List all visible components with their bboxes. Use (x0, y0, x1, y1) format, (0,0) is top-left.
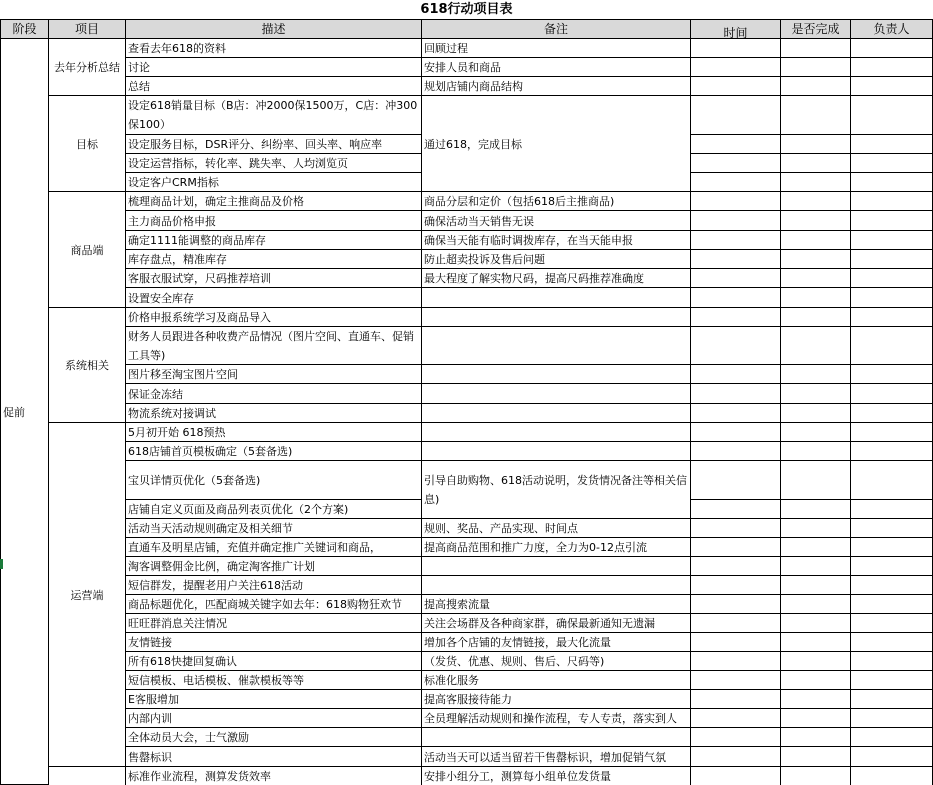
owner-cell[interactable] (851, 250, 933, 269)
time-cell[interactable] (691, 671, 781, 690)
note-cell[interactable] (422, 365, 691, 384)
done-cell[interactable] (781, 633, 851, 652)
owner-cell[interactable] (851, 671, 933, 690)
time-cell[interactable] (691, 58, 781, 77)
owner-cell[interactable] (851, 173, 933, 192)
phase-cell[interactable] (0, 39, 49, 785)
desc-cell[interactable]: 确定1111能调整的商品库存 (126, 231, 422, 250)
time-cell[interactable] (691, 519, 781, 538)
time-cell[interactable] (691, 557, 781, 576)
note-cell[interactable]: 确保当天能有临时调拨库存，在当天能申报 (422, 231, 691, 250)
time-cell[interactable] (691, 250, 781, 269)
note-cell[interactable]: 引导自助购物、618活动说明，发货情况备注等相关信息) (422, 461, 691, 519)
note-cell[interactable]: 安排人员和商品 (422, 58, 691, 77)
desc-cell[interactable]: 库存盘点，精准库存 (126, 250, 422, 269)
owner-cell[interactable] (851, 192, 933, 211)
desc-cell[interactable]: 设定618销量目标（B店：冲2000保1500万，C店：冲300保100） (126, 96, 422, 135)
done-cell[interactable] (781, 269, 851, 288)
done-cell[interactable] (781, 365, 851, 384)
done-cell[interactable] (781, 404, 851, 423)
owner-cell[interactable] (851, 135, 933, 154)
time-cell[interactable] (691, 192, 781, 211)
owner-cell[interactable] (851, 404, 933, 423)
desc-cell[interactable]: 图片移至淘宝图片空间 (126, 365, 422, 384)
time-cell[interactable] (691, 652, 781, 671)
time-cell[interactable] (691, 173, 781, 192)
owner-cell[interactable] (851, 58, 933, 77)
done-cell[interactable] (781, 519, 851, 538)
done-cell[interactable] (781, 288, 851, 308)
time-cell[interactable] (691, 308, 781, 327)
desc-cell[interactable]: 宝贝详情页优化（5套备选) (126, 461, 422, 500)
time-cell[interactable] (691, 576, 781, 595)
time-cell[interactable] (691, 728, 781, 747)
owner-cell[interactable] (851, 77, 933, 96)
note-cell[interactable]: 最大程度了解实物尺码，提高尺码推荐准确度 (422, 269, 691, 288)
done-cell[interactable] (781, 690, 851, 709)
done-cell[interactable] (781, 500, 851, 519)
note-cell[interactable]: 确保活动当天销售无误 (422, 211, 691, 231)
owner-cell[interactable] (851, 576, 933, 595)
desc-cell[interactable]: 总结 (126, 77, 422, 96)
owner-cell[interactable] (851, 231, 933, 250)
desc-cell[interactable]: 店铺自定义页面及商品列表页优化（2个方案) (126, 500, 422, 519)
header-done: 是否完成 (781, 19, 851, 39)
header-notes: 备注 (422, 19, 691, 39)
done-cell[interactable] (781, 595, 851, 614)
group-cell[interactable] (49, 767, 126, 785)
desc-cell[interactable]: 价格申报系统学习及商品导入 (126, 308, 422, 327)
note-cell[interactable]: 活动当天可以适当留若干售罄标识，增加促销气氛 (422, 747, 691, 767)
done-cell[interactable] (781, 173, 851, 192)
desc-cell[interactable]: 客服衣服试穿，尺码推荐培训 (126, 269, 422, 288)
desc-cell[interactable]: 讨论 (126, 58, 422, 77)
owner-cell[interactable] (851, 519, 933, 538)
group-cell[interactable]: 目标 (49, 96, 126, 192)
desc-cell[interactable]: 设置安全库存 (126, 288, 422, 308)
note-cell[interactable] (422, 557, 691, 576)
group-cell[interactable]: 商品端 (49, 192, 126, 308)
done-cell[interactable] (781, 192, 851, 211)
owner-cell[interactable] (851, 269, 933, 288)
done-cell[interactable] (781, 308, 851, 327)
owner-cell[interactable] (851, 614, 933, 633)
owner-cell[interactable] (851, 384, 933, 404)
desc-cell[interactable]: 保证金冻结 (126, 384, 422, 404)
owner-cell[interactable] (851, 442, 933, 461)
done-cell[interactable] (781, 77, 851, 96)
desc-cell[interactable]: 售罄标识 (126, 747, 422, 767)
owner-cell[interactable] (851, 500, 933, 519)
note-cell[interactable]: 提高客服接待能力 (422, 690, 691, 709)
note-cell[interactable] (422, 384, 691, 404)
done-cell[interactable] (781, 767, 851, 785)
done-cell[interactable] (781, 135, 851, 154)
note-cell[interactable] (422, 308, 691, 327)
note-cell[interactable]: 全员理解活动规则和操作流程，专人专责，落实到人 (422, 709, 691, 728)
time-cell[interactable] (691, 269, 781, 288)
note-cell[interactable]: 安排小组分工，测算每小组单位发货量 (422, 767, 691, 785)
time-cell[interactable] (691, 384, 781, 404)
header-time: 时间 (691, 19, 781, 39)
desc-cell[interactable]: 活动当天活动规则确定及相关细节 (126, 519, 422, 538)
owner-cell[interactable] (851, 557, 933, 576)
done-cell[interactable] (781, 576, 851, 595)
desc-cell[interactable]: 旺旺群消息关注情况 (126, 614, 422, 633)
desc-cell[interactable]: 5月初开始 618预热 (126, 423, 422, 442)
group-cell[interactable]: 运营端 (49, 423, 126, 767)
desc-cell[interactable]: 淘客调整佣金比例，确定淘客推广计划 (126, 557, 422, 576)
done-cell[interactable] (781, 39, 851, 58)
desc-cell[interactable]: E客服增加 (126, 690, 422, 709)
owner-cell[interactable] (851, 538, 933, 557)
done-cell[interactable] (781, 154, 851, 173)
desc-cell[interactable]: 内部内训 (126, 709, 422, 728)
time-cell[interactable] (691, 500, 781, 519)
note-cell[interactable]: 提高商品范围和推广力度，全力为0-12点引流 (422, 538, 691, 557)
done-cell[interactable] (781, 423, 851, 442)
desc-cell[interactable]: 物流系统对接调试 (126, 404, 422, 423)
time-cell[interactable] (691, 442, 781, 461)
owner-cell[interactable] (851, 595, 933, 614)
owner-cell[interactable] (851, 365, 933, 384)
time-cell[interactable] (691, 690, 781, 709)
done-cell[interactable] (781, 747, 851, 767)
time-cell[interactable] (691, 633, 781, 652)
done-cell[interactable] (781, 461, 851, 500)
note-cell[interactable]: 关注会场群及各种商家群，确保最新通知无遗漏 (422, 614, 691, 633)
note-cell[interactable]: 规划店铺内商品结构 (422, 77, 691, 96)
time-cell[interactable] (691, 135, 781, 154)
owner-cell[interactable] (851, 423, 933, 442)
note-cell[interactable] (422, 404, 691, 423)
owner-cell[interactable] (851, 39, 933, 58)
owner-cell[interactable] (851, 728, 933, 747)
spreadsheet (0, 19, 933, 785)
desc-cell[interactable]: 梳理商品计划，确定主推商品及价格 (126, 192, 422, 211)
done-cell[interactable] (781, 96, 851, 135)
desc-cell[interactable]: 标准作业流程，测算发货效率 (126, 767, 422, 785)
note-cell[interactable] (422, 442, 691, 461)
desc-cell[interactable]: 设定服务目标，DSR评分、纠纷率、回头率、响应率 (126, 135, 422, 154)
note-cell[interactable]: 商品分层和定价（包括618后主推商品) (422, 192, 691, 211)
time-cell[interactable] (691, 423, 781, 442)
owner-cell[interactable] (851, 211, 933, 231)
done-cell[interactable] (781, 250, 851, 269)
done-cell[interactable] (781, 231, 851, 250)
time-cell[interactable] (691, 709, 781, 728)
time-cell[interactable] (691, 747, 781, 767)
done-cell[interactable] (781, 211, 851, 231)
header-phase: 阶段 (0, 19, 49, 39)
sheet-title: 618行动项目表 (420, 2, 513, 17)
note-cell[interactable]: （发货、优惠、规则、售后、尺码等) (422, 652, 691, 671)
owner-cell[interactable] (851, 652, 933, 671)
time-cell[interactable] (691, 327, 781, 365)
time-cell[interactable] (691, 365, 781, 384)
desc-cell[interactable]: 友情链接 (126, 633, 422, 652)
row-marker (0, 559, 3, 569)
owner-cell[interactable] (851, 308, 933, 327)
note-cell[interactable] (422, 728, 691, 747)
done-cell[interactable] (781, 442, 851, 461)
done-cell[interactable] (781, 538, 851, 557)
phase-label: 促前 (3, 405, 25, 419)
owner-cell[interactable] (851, 96, 933, 135)
time-cell[interactable] (691, 231, 781, 250)
desc-cell[interactable]: 设定客户CRM指标 (126, 173, 422, 192)
time-cell[interactable] (691, 404, 781, 423)
time-cell[interactable] (691, 595, 781, 614)
time-cell[interactable] (691, 767, 781, 785)
time-cell[interactable] (691, 154, 781, 173)
desc-cell[interactable]: 全体动员大会，士气激励 (126, 728, 422, 747)
owner-cell[interactable] (851, 154, 933, 173)
note-cell[interactable] (422, 423, 691, 442)
desc-cell[interactable]: 设定运营指标，转化率、跳失率、人均浏览页 (126, 154, 422, 173)
note-cell[interactable]: 提高搜索流量 (422, 595, 691, 614)
note-cell[interactable]: 通过618，完成目标 (422, 96, 691, 192)
desc-cell[interactable]: 直通车及明星店铺，充值并确定推广关键词和商品， (126, 538, 422, 557)
time-cell[interactable] (691, 288, 781, 308)
desc-cell[interactable]: 财务人员跟进各种收费产品情况（图片空间、直通车、促销工具等) (126, 327, 422, 365)
note-cell[interactable] (422, 288, 691, 308)
time-cell[interactable] (691, 614, 781, 633)
done-cell[interactable] (781, 671, 851, 690)
time-cell[interactable] (691, 77, 781, 96)
done-cell[interactable] (781, 652, 851, 671)
owner-cell[interactable] (851, 747, 933, 767)
desc-cell[interactable]: 主力商品价格申报 (126, 211, 422, 231)
time-cell[interactable] (691, 538, 781, 557)
done-cell[interactable] (781, 728, 851, 747)
header-owner: 负责人 (851, 19, 933, 39)
desc-cell[interactable]: 短信群发，提醒老用户关注618活动 (126, 576, 422, 595)
note-cell[interactable]: 标准化服务 (422, 671, 691, 690)
header-description: 描述 (126, 19, 422, 39)
done-cell[interactable] (781, 709, 851, 728)
desc-cell[interactable]: 短信模板、电话模板、催款模板等等 (126, 671, 422, 690)
group-cell[interactable]: 系统相关 (49, 308, 126, 423)
note-cell[interactable]: 规则、奖品、产品实现、时间点 (422, 519, 691, 538)
owner-cell[interactable] (851, 461, 933, 500)
time-cell[interactable] (691, 211, 781, 231)
desc-cell[interactable]: 618店铺首页模板确定（5套备选) (126, 442, 422, 461)
done-cell[interactable] (781, 557, 851, 576)
owner-cell[interactable] (851, 327, 933, 365)
note-cell[interactable] (422, 576, 691, 595)
desc-cell[interactable]: 所有618快捷回复确认 (126, 652, 422, 671)
owner-cell[interactable] (851, 633, 933, 652)
desc-cell[interactable]: 商品标题优化，匹配商城关键字如去年：618购物狂欢节 (126, 595, 422, 614)
done-cell[interactable] (781, 58, 851, 77)
done-cell[interactable] (781, 327, 851, 365)
owner-cell[interactable] (851, 288, 933, 308)
note-cell[interactable]: 回顾过程 (422, 39, 691, 58)
owner-cell[interactable] (851, 767, 933, 785)
done-cell[interactable] (781, 614, 851, 633)
note-cell[interactable]: 增加各个店铺的友情链接，最大化流量 (422, 633, 691, 652)
group-cell[interactable]: 去年分析总结 (49, 39, 126, 96)
time-cell[interactable] (691, 461, 781, 500)
header-item: 项目 (49, 19, 126, 39)
owner-cell[interactable] (851, 690, 933, 709)
note-cell[interactable] (422, 327, 691, 365)
done-cell[interactable] (781, 384, 851, 404)
desc-cell[interactable]: 查看去年618的资料 (126, 39, 422, 58)
time-cell[interactable] (691, 39, 781, 58)
owner-cell[interactable] (851, 709, 933, 728)
note-cell[interactable]: 防止超卖投诉及售后问题 (422, 250, 691, 269)
time-cell[interactable] (691, 96, 781, 135)
